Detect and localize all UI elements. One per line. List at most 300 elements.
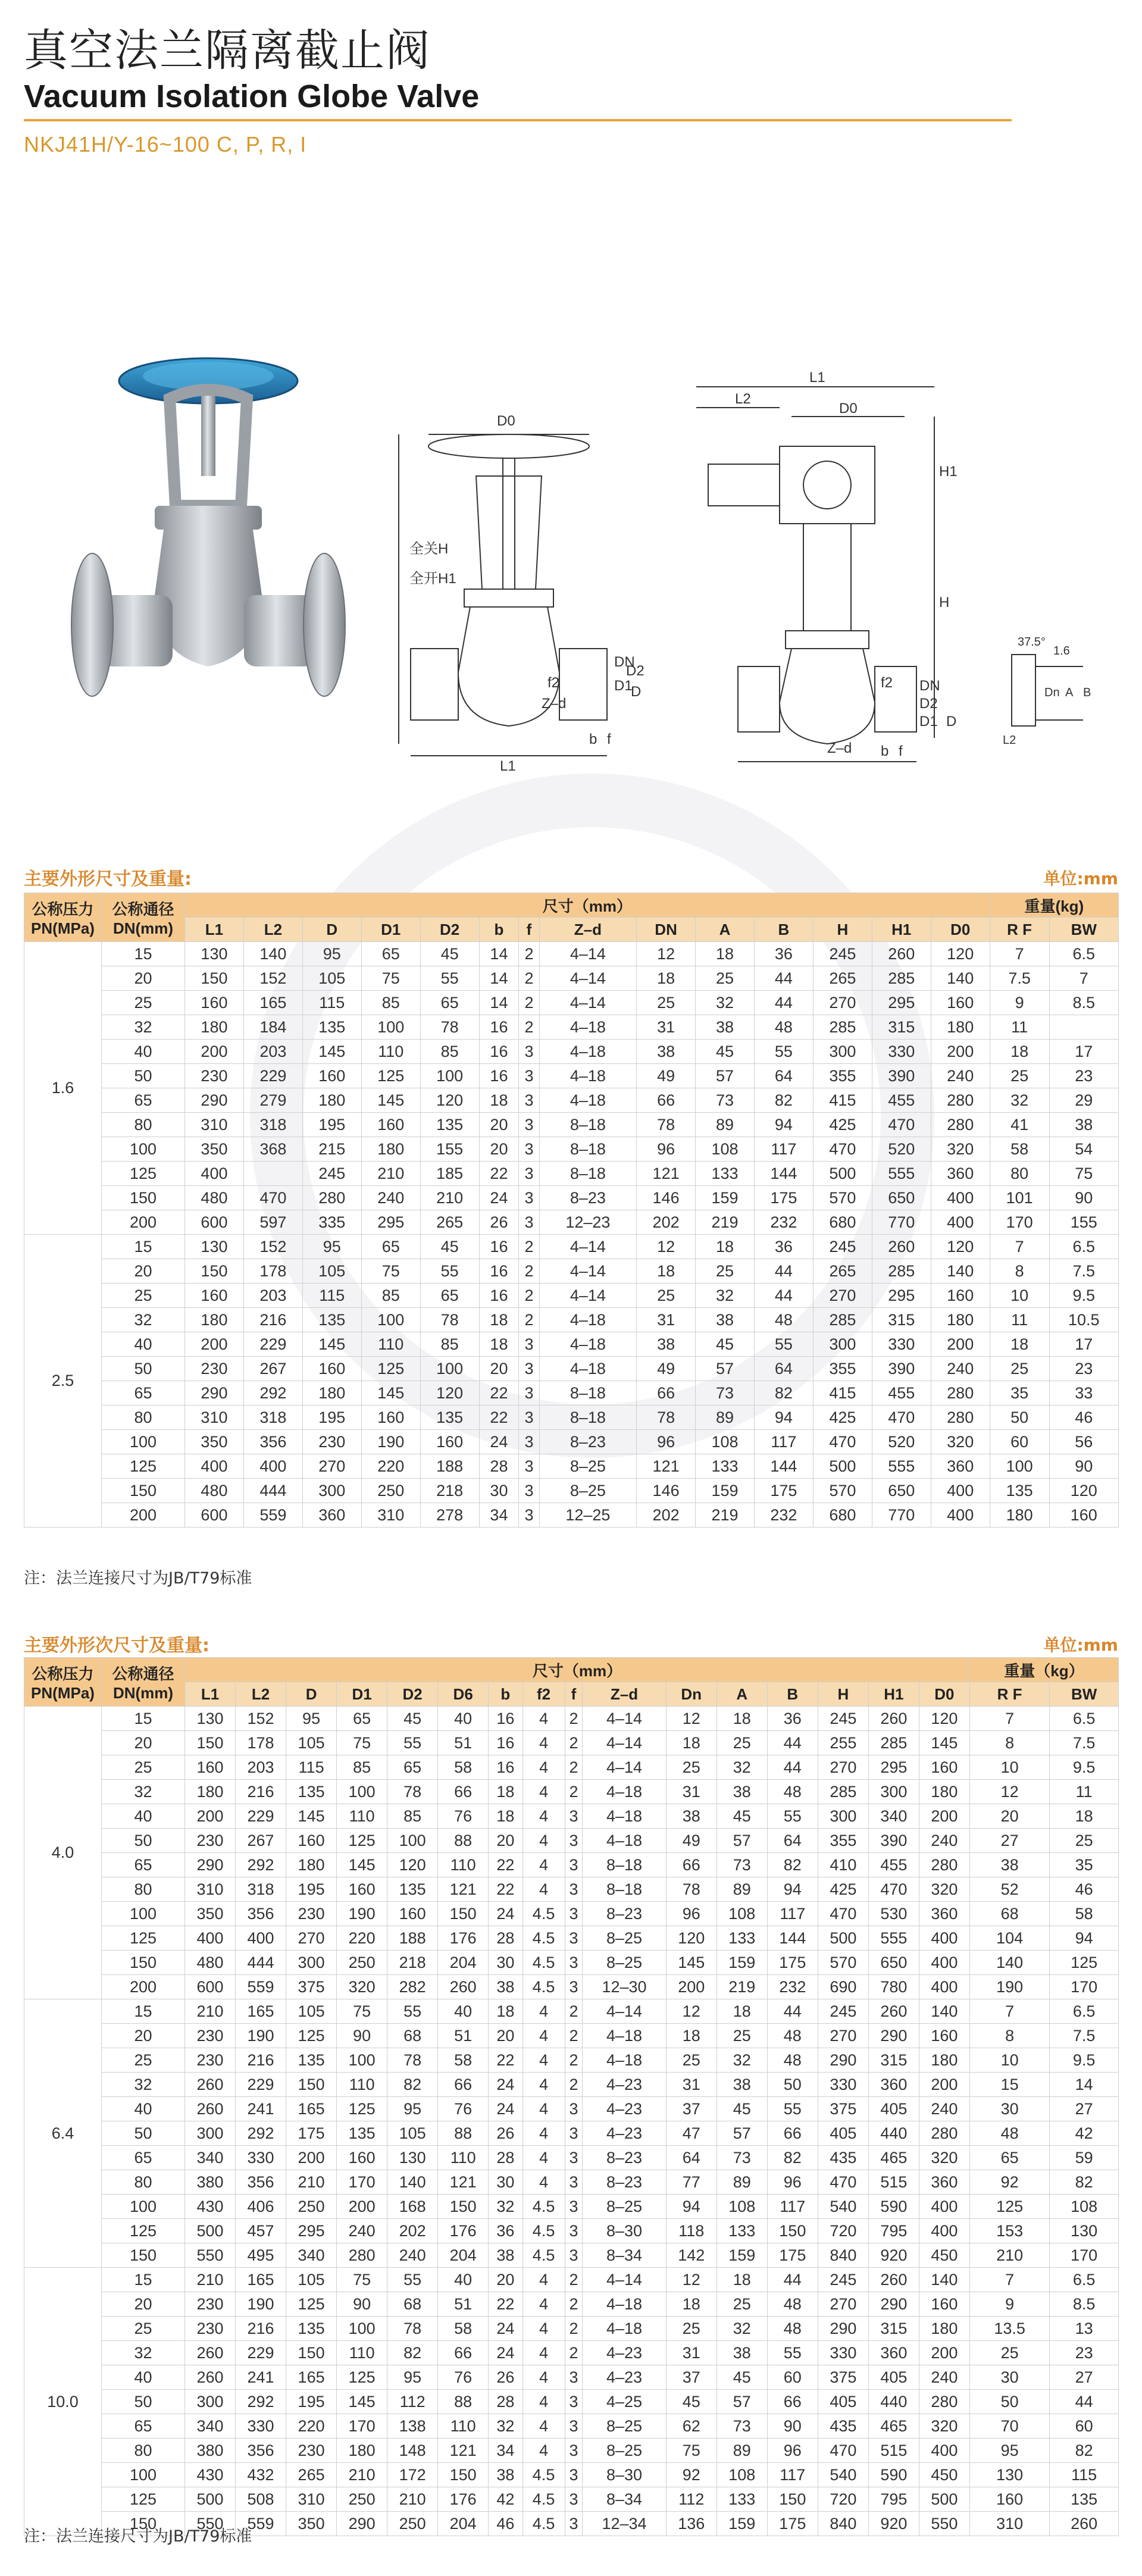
table-cell: 145 — [361, 1381, 420, 1406]
table-cell: 230 — [302, 1430, 361, 1454]
table-cell: 125 — [102, 2487, 185, 2512]
table-cell: 190 — [969, 1975, 1049, 1999]
table-cell: 390 — [868, 1829, 919, 1853]
table-cell: 95 — [387, 2097, 438, 2121]
table-cell: 12–25 — [539, 1503, 636, 1528]
table-cell: 20 — [479, 1137, 519, 1162]
table-cell: 15 — [102, 1235, 185, 1259]
table-cell: 145 — [337, 2390, 387, 2414]
table-cell: 203 — [236, 1755, 286, 1780]
spec-table-secondary — [24, 1657, 1119, 2536]
table-cell: 24 — [489, 2317, 522, 2341]
table-cell: 4–14 — [539, 1284, 636, 1308]
table-cell: 3 — [519, 1113, 539, 1137]
table-cell: 318 — [243, 1113, 302, 1137]
table-cell: 75 — [337, 1731, 387, 1755]
table-cell: 350 — [185, 1430, 244, 1454]
table-cell: 140 — [931, 1259, 990, 1284]
table-cell: 278 — [420, 1503, 479, 1528]
table-cell: 282 — [387, 1975, 438, 1999]
table-cell: 45 — [717, 2365, 767, 2390]
table-cell: 4 — [522, 2073, 565, 2097]
table-cell: 360 — [919, 2170, 969, 2195]
table-cell: 51 — [438, 1731, 489, 1755]
label-l2-b: L2 — [735, 391, 751, 407]
table-cell: 30 — [489, 1951, 522, 1975]
table-cell: 430 — [185, 2195, 236, 2219]
label-16: 1.6 — [1053, 644, 1070, 658]
table-cell: 130 — [185, 1235, 244, 1259]
table-cell: 22 — [489, 2292, 522, 2317]
table-cell: 310 — [361, 1503, 420, 1528]
column-header: D2 — [420, 918, 479, 942]
table-cell: 360 — [868, 2073, 919, 2097]
label-zd-b: Z–d — [827, 740, 852, 756]
table-cell: 230 — [185, 2048, 236, 2073]
table-cell: 360 — [931, 1162, 990, 1186]
table-cell: 40 — [438, 2268, 489, 2292]
table-cell: 3 — [519, 1454, 539, 1479]
table-cell: 16 — [489, 1707, 522, 1731]
table-row — [24, 1975, 1119, 1999]
table-cell: 2 — [519, 1308, 539, 1332]
table-cell: 3 — [565, 1829, 583, 1853]
table-cell: 82 — [1050, 2439, 1119, 2463]
table-cell: 310 — [969, 2512, 1049, 2536]
table-cell: 92 — [969, 2170, 1049, 2195]
table-cell: 500 — [813, 1162, 872, 1186]
table-cell: 200 — [919, 1804, 969, 1829]
table-cell: 320 — [919, 2146, 969, 2170]
table-cell: 430 — [185, 2463, 236, 2487]
table-cell: 32 — [102, 1015, 185, 1040]
table-cell: 18 — [990, 1040, 1049, 1064]
table-cell: 250 — [286, 2195, 337, 2219]
table-cell: 6.5 — [1049, 1235, 1118, 1259]
table-cell: 180 — [185, 1015, 244, 1040]
table-cell: 80 — [102, 1877, 185, 1902]
table-cell: 160 — [361, 1113, 420, 1137]
table-row — [24, 1064, 1119, 1088]
table-cell: 130 — [387, 2146, 438, 2170]
table-cell: 20 — [102, 966, 185, 991]
table-cell: 260 — [872, 1235, 931, 1259]
table-cell: 295 — [286, 2219, 337, 2243]
table-cell: 115 — [286, 1755, 337, 1780]
table-row — [24, 1186, 1119, 1210]
column-header: L1 — [185, 1682, 236, 1707]
table-cell: 292 — [236, 2390, 286, 2414]
table-cell: 300 — [813, 1040, 872, 1064]
table-cell: 4.5 — [522, 1902, 565, 1926]
table-cell: 590 — [868, 2195, 919, 2219]
table-cell: 4.5 — [522, 2195, 565, 2219]
table-cell: 14 — [479, 966, 519, 991]
table-cell: 6.5 — [1050, 2268, 1119, 2292]
table-cell: 330 — [872, 1040, 931, 1064]
table-cell: 65 — [102, 2146, 185, 2170]
table-cell: 840 — [818, 2243, 868, 2268]
table-cell: 105 — [387, 2121, 438, 2146]
table-cell: 51 — [438, 2024, 489, 2048]
table-cell: 121 — [637, 1162, 696, 1186]
table-cell: 4 — [522, 2097, 565, 2121]
table-cell: 25 — [990, 1064, 1049, 1088]
column-header: H1 — [868, 1682, 919, 1707]
table-cell: 96 — [637, 1137, 696, 1162]
table-cell: 90 — [1049, 1454, 1118, 1479]
table-cell: 110 — [337, 1804, 387, 1829]
table-cell: 45 — [696, 1332, 755, 1357]
table-cell: 9.5 — [1050, 2048, 1119, 2073]
table-cell: 38 — [489, 1975, 522, 1999]
column-header: D — [286, 1682, 337, 1707]
table-cell: 125 — [1050, 1951, 1119, 1975]
column-header: Dn — [666, 1682, 717, 1707]
table-cell: 920 — [868, 2243, 919, 2268]
table-cell: 27 — [1050, 2097, 1119, 2121]
table-cell: 570 — [818, 1951, 868, 1975]
column-header: D — [302, 918, 361, 942]
table-cell: 3 — [565, 2463, 583, 2487]
table-cell: 175 — [754, 1186, 813, 1210]
table-cell: 15 — [102, 1999, 185, 2024]
table-cell: 3 — [565, 1877, 583, 1902]
table-cell: 110 — [337, 2341, 387, 2365]
table-cell: 2 — [519, 1284, 539, 1308]
table-row — [24, 1259, 1119, 1284]
table-cell: 12 — [637, 1235, 696, 1259]
table-cell: 85 — [337, 1755, 387, 1780]
table-cell: 95 — [302, 1235, 361, 1259]
table-cell: 8–18 — [539, 1162, 636, 1186]
table-cell: 24 — [489, 2341, 522, 2365]
table-cell: 78 — [420, 1015, 479, 1040]
column-header: A — [717, 1682, 767, 1707]
table-cell: 280 — [302, 1186, 361, 1210]
table-cell: 455 — [872, 1381, 931, 1406]
table-cell: 30 — [969, 2365, 1049, 2390]
table-cell: 315 — [868, 2317, 919, 2341]
table-cell: 178 — [236, 1731, 286, 1755]
table-cell: 7 — [990, 942, 1049, 966]
table-cell: 218 — [387, 1951, 438, 1975]
table-cell: 75 — [361, 966, 420, 991]
table-cell: 450 — [919, 2463, 969, 2487]
table-cell: 320 — [931, 1137, 990, 1162]
table-cell: 18 — [666, 2024, 717, 2048]
table-cell: 290 — [818, 2317, 868, 2341]
table-cell: 20 — [102, 1731, 185, 1755]
table-row — [24, 2048, 1119, 2073]
table-cell: 340 — [868, 1804, 919, 1829]
table-cell: 55 — [767, 1804, 818, 1829]
table-cell: 38 — [717, 2341, 767, 2365]
table-cell: 8–25 — [539, 1454, 636, 1479]
table-cell: 6.5 — [1050, 1707, 1119, 1731]
table-cell: 65 — [102, 1088, 185, 1113]
table-cell: 180 — [337, 2439, 387, 2463]
table-cell: 65 — [102, 1381, 185, 1406]
table-cell: 49 — [666, 1829, 717, 1853]
table-cell: 2 — [565, 2292, 583, 2317]
table-cell: 104 — [969, 1926, 1049, 1951]
table-cell: 270 — [818, 2024, 868, 2048]
table-cell: 160 — [361, 1406, 420, 1430]
table-cell: 400 — [931, 1186, 990, 1210]
table-row — [24, 1406, 1119, 1430]
table-cell: 25 — [102, 2317, 185, 2341]
column-header: DN — [637, 918, 696, 942]
table-cell: 135 — [1050, 2487, 1119, 2512]
table-cell: 120 — [931, 942, 990, 966]
table-cell: 160 — [185, 1284, 244, 1308]
table-cell: 22 — [489, 1853, 522, 1877]
table-cell: 8–23 — [583, 2146, 666, 2170]
table-cell: 11 — [990, 1015, 1049, 1040]
table-cell: 80 — [102, 2170, 185, 2195]
table-cell: 90 — [1049, 1186, 1118, 1210]
table-cell: 55 — [420, 1259, 479, 1284]
column-header: R F — [990, 918, 1049, 942]
table-cell: 3 — [565, 2512, 583, 2536]
table-cell: 320 — [919, 1877, 969, 1902]
table-cell: 95 — [286, 1707, 337, 1731]
table-cell: 14 — [479, 942, 519, 966]
table-cell: 2 — [565, 2024, 583, 2048]
table-cell: 8–25 — [583, 1951, 666, 1975]
table-cell: 470 — [818, 2170, 868, 2195]
table-cell: 280 — [931, 1088, 990, 1113]
table-cell: 4–18 — [539, 1332, 636, 1357]
table-cell: 82 — [754, 1088, 813, 1113]
table-cell: 400 — [931, 1479, 990, 1503]
table-cell: 26 — [489, 2365, 522, 2390]
table-cell: 4.5 — [522, 2243, 565, 2268]
table-cell: 280 — [919, 2121, 969, 2146]
table-cell: 315 — [868, 2048, 919, 2073]
table-row — [24, 1015, 1119, 1040]
table-cell: 355 — [818, 1829, 868, 1853]
table-cell: 265 — [286, 2463, 337, 2487]
table-cell: 45 — [717, 1804, 767, 1829]
table-cell: 55 — [420, 966, 479, 991]
table-cell: 318 — [236, 1877, 286, 1902]
table-cell: 45 — [420, 1235, 479, 1259]
table-cell: 8–23 — [539, 1186, 636, 1210]
table-row — [24, 2219, 1119, 2243]
table-cell: 18 — [717, 1999, 767, 2024]
table-cell: 17 — [1049, 1332, 1118, 1357]
table-cell: 260 — [185, 2341, 236, 2365]
table-cell: 290 — [185, 1853, 236, 1877]
table-cell: 44 — [754, 966, 813, 991]
table-cell: 4 — [522, 1999, 565, 2024]
table-cell: 32 — [489, 2195, 522, 2219]
table-cell: 15 — [102, 942, 185, 966]
table-cell: 210 — [286, 2170, 337, 2195]
table-cell: 18 — [479, 1088, 519, 1113]
table-cell: 250 — [337, 1951, 387, 1975]
table-cell: 46 — [1050, 1877, 1119, 1902]
table-row — [24, 2024, 1119, 2048]
label-l1: L1 — [500, 758, 516, 774]
table-cell: 230 — [185, 2317, 236, 2341]
table-cell: 350 — [185, 1902, 236, 1926]
table-cell: 30 — [489, 2170, 522, 2195]
table-cell: 100 — [420, 1357, 479, 1381]
table-cell: 7 — [969, 1999, 1049, 2024]
table-cell: 30 — [969, 2097, 1049, 2121]
table-cell: 32 — [696, 991, 755, 1015]
table-cell: 42 — [1050, 2121, 1119, 2146]
table-cell: 285 — [868, 1731, 919, 1755]
table-cell: 36 — [489, 2219, 522, 2243]
table-cell: 150 — [286, 2341, 337, 2365]
table-cell: 38 — [717, 2073, 767, 2097]
table-row — [24, 1877, 1119, 1902]
table-cell: 70 — [969, 2414, 1049, 2439]
table-cell: 96 — [767, 2439, 818, 2463]
table-row — [24, 2439, 1119, 2463]
table-cell: 35 — [1050, 1853, 1119, 1877]
table-cell: 400 — [919, 2439, 969, 2463]
table-cell: 150 — [438, 2195, 489, 2219]
table-cell: 4–23 — [583, 2341, 666, 2365]
table-cell: 13 — [1050, 2317, 1119, 2341]
table-cell: 300 — [185, 2390, 236, 2414]
table-cell: 165 — [286, 2097, 337, 2121]
table-cell: 140 — [387, 2170, 438, 2195]
table-cell: 18 — [489, 1999, 522, 2024]
table-cell: 184 — [243, 1015, 302, 1040]
table-cell: 121 — [438, 1877, 489, 1902]
table-cell: 144 — [754, 1454, 813, 1479]
table-cell: 31 — [666, 1780, 717, 1804]
table-cell: 115 — [302, 991, 361, 1015]
column-header: L2 — [243, 918, 302, 942]
table-cell: 108 — [717, 1902, 767, 1926]
table-cell: 280 — [931, 1113, 990, 1137]
table-cell: 3 — [519, 1210, 539, 1235]
table-cell: 300 — [868, 1780, 919, 1804]
table-row — [24, 991, 1119, 1015]
table-cell: 7 — [969, 2268, 1049, 2292]
table-cell: 80 — [102, 1406, 185, 1430]
table-cell: 140 — [969, 1951, 1049, 1975]
table-cell: 555 — [872, 1454, 931, 1479]
table-cell: 96 — [767, 2170, 818, 2195]
table-cell: 4–23 — [583, 2097, 666, 2121]
table-cell: 25 — [102, 991, 185, 1015]
table-cell: 42 — [489, 2487, 522, 2512]
table-cell: 540 — [818, 2463, 868, 2487]
table-cell: 200 — [185, 1804, 236, 1829]
table-cell: 540 — [818, 2195, 868, 2219]
table-cell: 315 — [872, 1308, 931, 1332]
table-cell: 65 — [361, 1235, 420, 1259]
table-cell: 500 — [185, 2487, 236, 2512]
table-cell: 550 — [919, 2512, 969, 2536]
table-cell: 50 — [102, 2390, 185, 2414]
label-d2-b: D2 — [919, 696, 938, 712]
table-cell: 4–14 — [583, 1755, 666, 1780]
table-cell: 89 — [717, 1877, 767, 1902]
table-cell: 3 — [519, 1137, 539, 1162]
table-cell: 100 — [102, 2195, 185, 2219]
table-cell: 100 — [102, 2463, 185, 2487]
table-cell: 8–23 — [583, 2170, 666, 2195]
table-cell: 200 — [919, 2341, 969, 2365]
table-cell: 80 — [102, 1113, 185, 1137]
table-cell: 16 — [489, 1731, 522, 1755]
table-cell: 240 — [337, 2219, 387, 2243]
table-cell: 165 — [243, 991, 302, 1015]
table-cell: 4.5 — [522, 2463, 565, 2487]
table-cell: 229 — [236, 1804, 286, 1829]
table-cell: 175 — [767, 1951, 818, 1975]
table-cell: 145 — [337, 1853, 387, 1877]
table-cell: 22 — [479, 1162, 519, 1186]
table-cell: 78 — [637, 1406, 696, 1430]
label-d2: D2 — [626, 663, 644, 679]
table-cell: 94 — [754, 1113, 813, 1137]
table-cell: 8–18 — [583, 1877, 666, 1902]
table-cell: 85 — [420, 1040, 479, 1064]
table-cell: 3 — [519, 1381, 539, 1406]
table-cell: 22 — [479, 1381, 519, 1406]
drawing-actuator — [684, 369, 964, 780]
table-cell: 48 — [754, 1015, 813, 1040]
table-cell: 8–23 — [539, 1430, 636, 1454]
table-cell: 64 — [754, 1357, 813, 1381]
table-cell: 425 — [818, 1877, 868, 1902]
label-dn: DN — [614, 654, 635, 670]
table-cell: 4–18 — [583, 2024, 666, 2048]
table-cell: 135 — [420, 1113, 479, 1137]
table-cell: 88 — [438, 1829, 489, 1853]
table-cell: 440 — [868, 2390, 919, 2414]
table-cell: 145 — [666, 1951, 717, 1975]
table-cell: 200 — [102, 1503, 185, 1528]
table-cell: 150 — [767, 2487, 818, 2512]
table-cell: 202 — [637, 1503, 696, 1528]
table-cell: 73 — [696, 1088, 755, 1113]
table-cell: 30 — [479, 1479, 519, 1503]
table-cell: 160 — [1049, 1503, 1118, 1528]
table-cell: 144 — [767, 1926, 818, 1951]
table-cell: 135 — [302, 1015, 361, 1040]
model-number: NKJ41H/Y-16~100 C, P, R, I — [24, 132, 307, 156]
table-cell: 4–18 — [583, 1804, 666, 1829]
table-cell: 210 — [337, 2463, 387, 2487]
table-cell: 38 — [489, 2243, 522, 2268]
label-d1: D1 — [614, 678, 633, 694]
table-cell: 25 — [666, 2317, 717, 2341]
table-cell: 46 — [489, 2512, 522, 2536]
table-cell: 150 — [185, 966, 244, 991]
table-cell: 160 — [931, 991, 990, 1015]
table-cell: 285 — [813, 1308, 872, 1332]
table-cell: 18 — [990, 1332, 1049, 1357]
table-cell: 3 — [519, 1088, 539, 1113]
table-cell: 9.5 — [1049, 1284, 1118, 1308]
table-cell: 4–14 — [539, 1259, 636, 1284]
table-cell: 150 — [102, 2243, 185, 2268]
table-cell: 425 — [813, 1113, 872, 1137]
table-cell: 146 — [637, 1479, 696, 1503]
table-cell: 94 — [666, 2195, 717, 2219]
